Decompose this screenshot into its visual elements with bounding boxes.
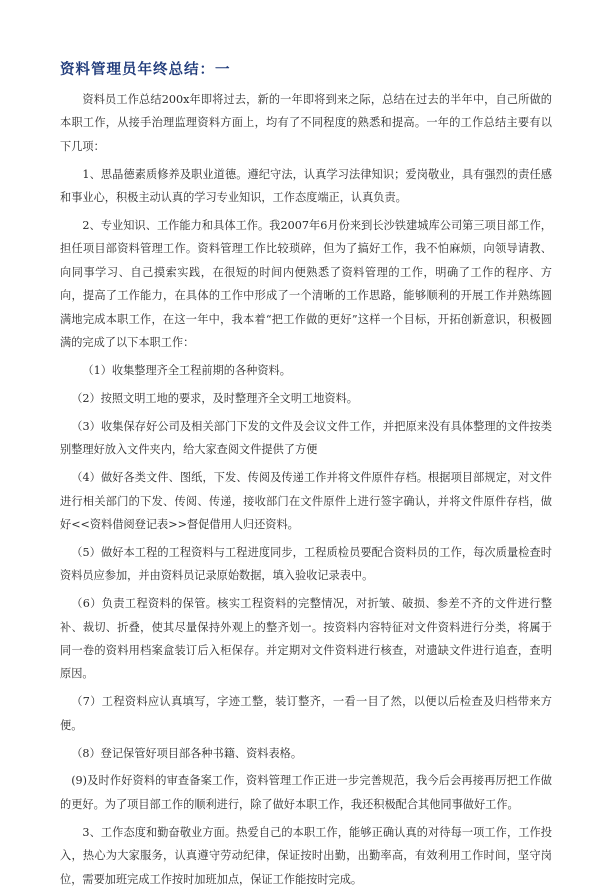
list-item: （4）做好各类文件、图纸，下发、传阅及传递工作并将文件原件存档。根据项目部规定，对文件进行相关部门的下发、传阅、传递，接收部门在文件原件上进行签字确认，并将文件原件存档，做好<<资料借阅登记表>>督促借用人归还资料。	[60, 471, 552, 531]
list-item: （5）做好本工程的工程资料与工程进度同步，工程质检员要配合资料员的工作，每次质量检查时资料员应参加，并由资料员记录原始数据，填入验收记录表中。	[60, 545, 552, 583]
list-item: （7）工程资料应认真填写，字迹工整，装订整齐，一看一目了然，以便以后检查及归档带来方便。	[60, 695, 552, 732]
paragraph-intro: 资料员工作总结200x年即将过去，新的一年即将到来之际，总结在过去的半年中，自己所做的本职工作，从接手治理监理资料方面上，均有了不同程度的熟悉和提高。一年的工作总结主要有以下几项：	[60, 93, 552, 153]
list-item: （3）收集保存好公司及相关部门下发的文件及会议文件工作，并把原来没有具体整理的文件按类别整理好放入文件夹内，给大家查阅文件提供了方便	[60, 419, 552, 457]
list-item: （6）负责工程资料的保管。核实工程资料的完整情况，对折皱、破损、参差不齐的文件进行整补、裁切、折叠，使其尽量保持外观上的整齐划一。按资料内容特征对文件资料进行分类，将属于同一卷的资料用档案盒装订后入柜保存。并定期对文件资料进行核查，对遗缺文件进行追查，查明原因。	[60, 597, 552, 681]
list-item: （1）收集整理齐全工程前期的各种资料。	[82, 363, 291, 377]
paragraph-section-3: 3、工作态度和勤奋敬业方面。热爱自己的本职工作，能够正确认真的对待每一项工作，工作投入，热心为大家服务，认真遵守劳动纪律，保证按时出勤，出勤率高，有效利用工作时间，坚守岗位，需要加班完成工作按时加班加点，保证工作能按时完成。	[60, 825, 552, 886]
paragraph-section-1: 1、思晶德素质修养及职业道德。遵纪守法，认真学习法律知识；爱岗敬业，具有强烈的责任感和事业心，积极主动认真的学习专业知识，工作态度端正，认真负责。	[60, 167, 552, 205]
list-item: （8）登记保管好项目部各种书籍、资料表格。	[71, 746, 303, 760]
document-title: 资料管理员年终总结：一	[60, 62, 231, 78]
document-body	[60, 88, 552, 896]
paragraph-section-2: 2、专业知识、工作能力和具体工作。我2007年6月份来到长沙铁建城库公司第三项目部工作，担任项目部资料管理工作。资料管理工作比较琐碎，但为了搞好工作，我不怕麻烦，向领导请教、向同事学习、自己摸索实践，在很短的时间内便熟悉了资料管理的工作，明确了工作的程序、方向，提高了工作能力，在具体的工作中形成了一个清晰的工作思路，能够顺利的开展工作并熟练圆满地完成本职工作，在这一年中，我本着“把工作做的更好”这样一个目标，开拓创新意识，积极圆满的完成了以下本职工作：	[60, 219, 552, 350]
list-item: （2）按照文明工地的要求，及时整理齐全文明工地资料。	[71, 391, 358, 405]
list-item: (9)及时作好资料的审查备案工作，资料管理工作正进一步完善规范，我今后会再接再厉把工作做的更好。为了项目部工作的顺利进行，除了做好本职工作，我还积极配合其他同事做好工作。	[60, 774, 552, 811]
